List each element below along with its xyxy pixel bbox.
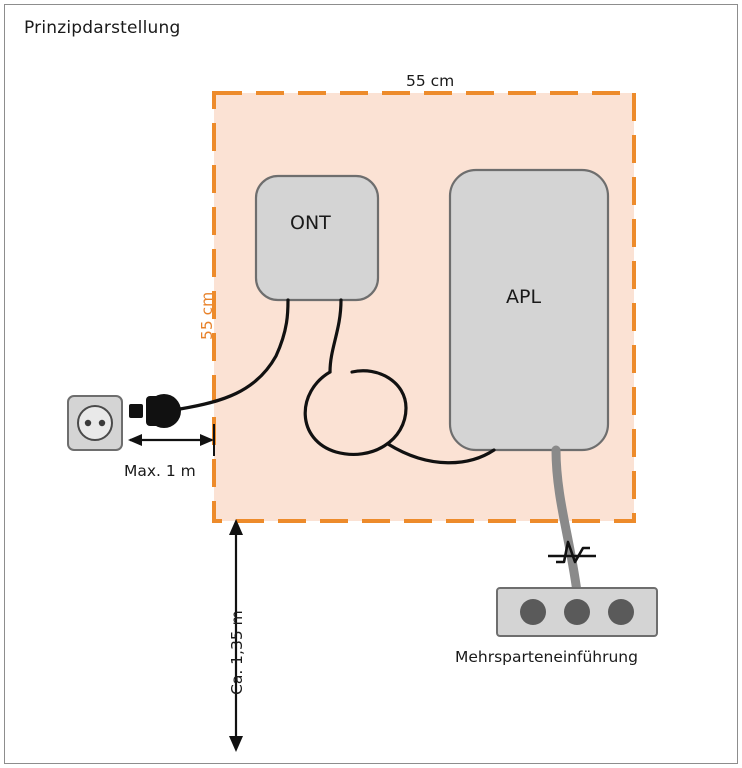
width-dimension-label: 55 cm xyxy=(406,72,455,90)
max-distance-label: Max. 1 m xyxy=(124,462,196,480)
ont-label: ONT xyxy=(290,212,331,234)
multi-utility-entry-box xyxy=(497,588,657,636)
socket-hole-right xyxy=(99,420,105,426)
apl-device xyxy=(450,170,608,450)
page-title: Prinzipdarstellung xyxy=(24,18,181,38)
socket-hole-left xyxy=(85,420,91,426)
apl-label: APL xyxy=(506,286,542,308)
floor-height-label: Ca. 1,35 m xyxy=(228,610,246,695)
multi-utility-label: Mehrsparteneinführung xyxy=(455,648,638,666)
height-dimension-label: 55 cm xyxy=(198,291,216,340)
max-distance-dimension xyxy=(128,424,214,456)
power-plug xyxy=(129,394,181,428)
socket-outline xyxy=(78,406,112,440)
ont-device xyxy=(256,176,378,300)
